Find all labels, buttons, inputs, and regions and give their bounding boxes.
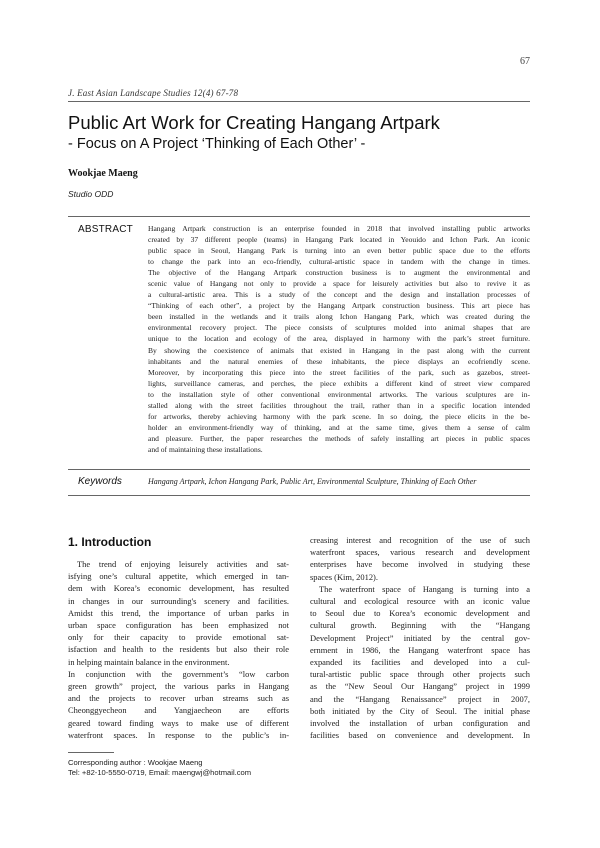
intro-line: creasing interest and recognition of the use of such (310, 535, 530, 545)
intro-line: The waterfront space of Hangang is turning into a (319, 583, 530, 594)
intro-line: In conjunction with the government’s “low carbon (68, 668, 289, 679)
intro-line: dem with Korea’s economic development, has resulted (68, 583, 289, 594)
section-heading-introduction: 1. Introduction (68, 535, 152, 549)
abstract-line: “Thinking of each other”, a project by the Hangang Artpark construction business. This art piece has (148, 301, 530, 311)
keywords-top-rule (68, 469, 530, 470)
intro-line: expanded its facilities and developed into a cul- (310, 657, 530, 668)
intro-line: in changes in our surrounding's scenery and facilities. (68, 595, 289, 606)
abstract-line: for artworks, thereby achieving harmony with the park scene. In so doing, the piece elicits in the be- (148, 411, 530, 421)
abstract-body (148, 223, 530, 455)
abstract-line: been installed in the wetlands and it trails along Ichon Hangang Park, which was created during the (148, 312, 530, 322)
abstract-line: Moreover, by incorporating this piece into the street facilities of the park, such as gazebos, street- (148, 367, 530, 377)
intro-line: Development Project” initiated by the central gov- (310, 632, 530, 643)
intro-line: geared toward finding ways to make use of different (68, 717, 289, 728)
abstract-line: and of maintaining these installations. (148, 444, 263, 454)
abstract-line: stalled along with the street facilities throughout the trail, rather than in a specific location intended (148, 400, 530, 410)
abstract-label: ABSTRACT (78, 224, 133, 235)
intro-line: to Seoul due to Korea’s economic development and (310, 608, 530, 619)
intro-line: ernment in 1986, the Hangang waterfront space has (310, 644, 530, 655)
abstract-line: environmental recovery project. The piece consists of sculptures molded into animal shapes that are (148, 323, 530, 333)
abstract-line: unique to the location and ecology of the area, displayed in harmony with the park’s street furniture. (148, 334, 530, 344)
intro-line: Amidst this trend, the importance of urban parks in (68, 607, 289, 618)
intro-line: cultural and ecological resource with an iconic value (310, 596, 530, 607)
corresponding-author: Corresponding author : Wookjae Maeng (68, 758, 203, 767)
left-column (68, 558, 289, 741)
intro-line: cultural growth. Beginning with the “Hangang (310, 620, 530, 631)
abstract-line: The objective of the Hangang Artpark construction business is to augment the environmental and (148, 268, 530, 278)
intro-line: in helping maintain balance in the environment. (68, 656, 230, 667)
abstract-top-rule (68, 216, 530, 217)
footnote-rule (68, 752, 114, 753)
intro-line: both initiated by the City of Seoul. The initial phase (310, 705, 530, 716)
intro-line: facilities based on convenience and development. In (310, 730, 530, 741)
page-number: 67 (520, 56, 530, 67)
intro-line: The trend of enjoying leisurely activities and sat- (77, 559, 289, 569)
abstract-line: to the installation style of other conventional environmental artworks. The various sculptures are in- (148, 389, 530, 399)
intro-line: spaces (Kim, 2012). (310, 571, 378, 582)
intro-line: and the projects to recover urban streams such as (68, 693, 289, 704)
abstract-line: lights, surveillance cameras, and perches, the piece exhibits a different kind of street view compared (148, 378, 530, 388)
intro-line: only for their capacity to provide emotional sat- (68, 632, 289, 643)
intro-line: waterfront spaces. In response to the public’s in- (68, 729, 289, 740)
abstract-line: created by 37 different people (teams) in Hangang Park located in Yeouido and Ichon Park. An iconic (148, 235, 530, 245)
abstract-line: to change the park into an eco-friendly, cultural-artistic space in tandem with the change in times. (148, 257, 530, 267)
intro-line: green growth” project, the various parks in Hangang (68, 681, 289, 692)
abstract-line: scenic value of Hangang not only to provide a space for leisurely activities but also to revive it as (148, 279, 530, 289)
right-column (310, 534, 530, 741)
intro-line: as the “New Seoul Our Hangang” project in 1999 (310, 681, 530, 692)
intro-line: urban space configuration has been emphasized not (68, 620, 289, 631)
abstract-line: By showing the coexistence of animals that existed in Hangang in the past along with the current (148, 345, 530, 355)
header-rule (68, 101, 530, 102)
intro-line: and the “Hangang Renaissance” project in 2007, (310, 693, 530, 704)
author-contact: Tel: +82-10-5550-0719, Email: maengwj@hotmail.com (68, 768, 252, 777)
abstract-line: holder an environment-friendly way of thinking, and at the same time, gives them a sense of calm (148, 422, 530, 432)
author-name: Wookjae Maeng (68, 168, 138, 179)
paper-title: Public Art Work for Creating Hangang Artpark (68, 112, 440, 133)
keywords-label: Keywords (78, 476, 122, 487)
intro-line: isfaction and health to the residents but also their role (68, 644, 289, 655)
abstract-line: inhabitants and the natural enemies of these inhabitants, the piece displays an ecofriendly scene. (148, 356, 530, 366)
abstract-line: and pleasure. Further, the paper researches the methods of safely installing art pieces in public spaces (148, 433, 530, 443)
keywords-bottom-rule (68, 495, 530, 496)
abstract-line: Hangang Artpark construction is an enterprise founded in 2018 that involved installing public artworks (148, 224, 530, 233)
intro-line: isfying one’s cultural appetite, which emerged in tan- (68, 571, 289, 582)
journal-citation: J. East Asian Landscape Studies 12(4) 67-78 (68, 88, 239, 98)
author-affiliation: Studio ODD (68, 189, 114, 199)
paper-subtitle: - Focus on A Project ‘Thinking of Each Other’ - (68, 136, 366, 152)
abstract-line: public space in Seoul, Hangang Park is turning into an even better public space due to the efforts (148, 246, 530, 256)
intro-line: Cheonggyecheon and Yangjaecheon are efforts (68, 705, 289, 716)
intro-line: tural-artistic public space through other projects such (310, 669, 530, 680)
intro-line: involved the installation of urban configuration and (310, 718, 530, 729)
intro-line: waterfront spaces, various research and development (310, 547, 530, 558)
abstract-line: a cultural-artistic area. This is a study of the concept and the design and installation processes of (148, 290, 530, 300)
keywords-list: Hangang Artpark, Ichon Hangang Park, Public Art, Environmental Sculpture, Thinking of Each Other (148, 477, 477, 486)
intro-line: enterprises have become involved in studying these (310, 559, 530, 570)
